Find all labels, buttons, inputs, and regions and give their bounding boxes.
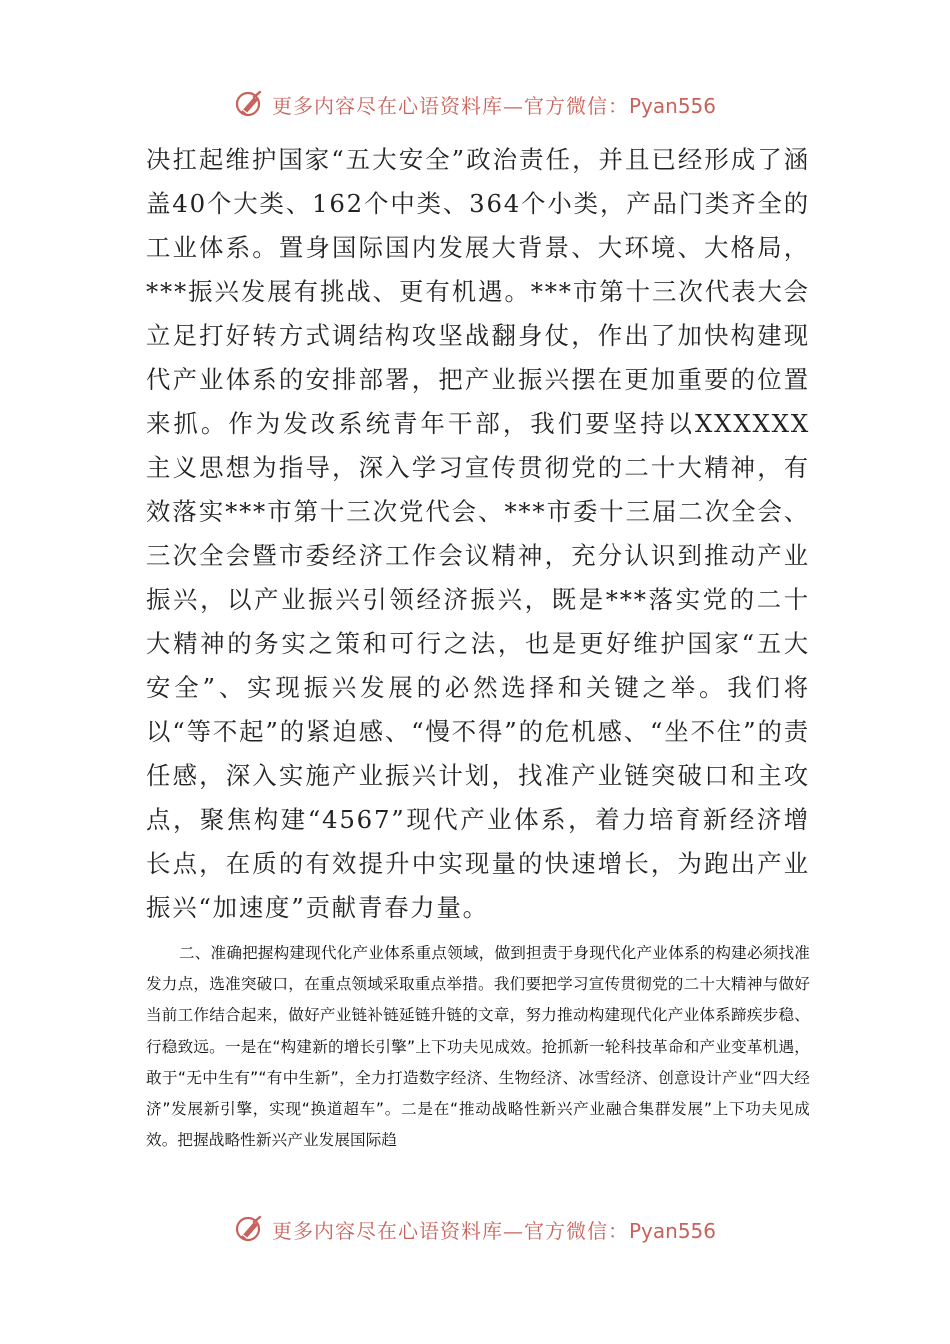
- section-two: [146, 938, 810, 1156]
- pen-circle-icon: [234, 1214, 264, 1244]
- footer-banner-wechat-id: Pyan556: [628, 1218, 716, 1243]
- main-body: [146, 138, 810, 930]
- body-paragraph: 决扛起维护国家“五大安全”政治责任，并且已经形成了涵盖40个大类、162个中类、364个小类，产品门类齐全的工业体系。置身国际国内发展大背景、大环境、大格局，***振兴发展有挑战、更有机遇。***市第十三次代表大会立足打好转方式调结构攻坚战翻身仗，作出了加快构建现代产业体系的安排部署，把产业振兴摆在更加重要的位置来抓。作为发改系统青年干部，我们要坚持以XXXXXX主义思想为指导，深入学习宣传贯彻党的二十大精神，有效落实***市第十三次党代会、***市委十三届二次全会、三次全会暨市委经济工作会议精神，充分认识到推动产业振兴，以产业振兴引领经济振兴，既是***落实党的二十大精神的务实之策和可行之法，也是更好维护国家“五大安全”、实现振兴发展的必然选择和关键之举。我们将以“等不起”的紧迫感、“慢不得”的危机感、“坐不住”的责任感，深入实施产业振兴计划，找准产业链突破口和主攻点，聚焦构建“4567”现代产业体系，着力培育新经济增长点，在质的有效提升中实现量的快速增长，为跑出产业振兴“加速度”贡献青春力量。: [146, 145, 810, 922]
- banner-wechat-id: Pyan556: [628, 93, 716, 118]
- section-two-paragraph: 二、准确把握构建现代化产业体系重点领域，做到担责于身现代化产业体系的构建必须找准发力点，选准突破口，在重点领域采取重点举措。我们要把学习宣传贯彻党的二十大精神与做好当前工作结合起来，做好产业链补链延链升链的文章，努力推动构建现代化产业体系蹄疾步稳、行稳致远。一是在“构建新的增长引擎”上下功夫见成效。抢抓新一轮科技革命和产业变革机遇，敢于“无中生有”“有中生新”，全力打造数字经济、生物经济、冰雪经济、创意设计产业“四大经济”发展新引擎，实现“换道超车”。二是在“推动战略性新兴产业融合集群发展”上下功夫见成效。把握战略性新兴产业发展国际趋: [146, 944, 810, 1150]
- banner-text-cn: 更多内容尽在心语资料库—官方微信：: [271, 93, 629, 118]
- footer-banner-text: [272, 1215, 716, 1244]
- banner-content: [234, 89, 716, 119]
- pen-circle-icon: [234, 89, 264, 119]
- header-banner: [0, 86, 950, 122]
- footer-banner-content: [234, 1214, 716, 1244]
- footer-banner-text-cn: 更多内容尽在心语资料库—官方微信：: [271, 1218, 629, 1243]
- banner-text: [272, 90, 716, 119]
- footer-banner: [0, 1211, 950, 1247]
